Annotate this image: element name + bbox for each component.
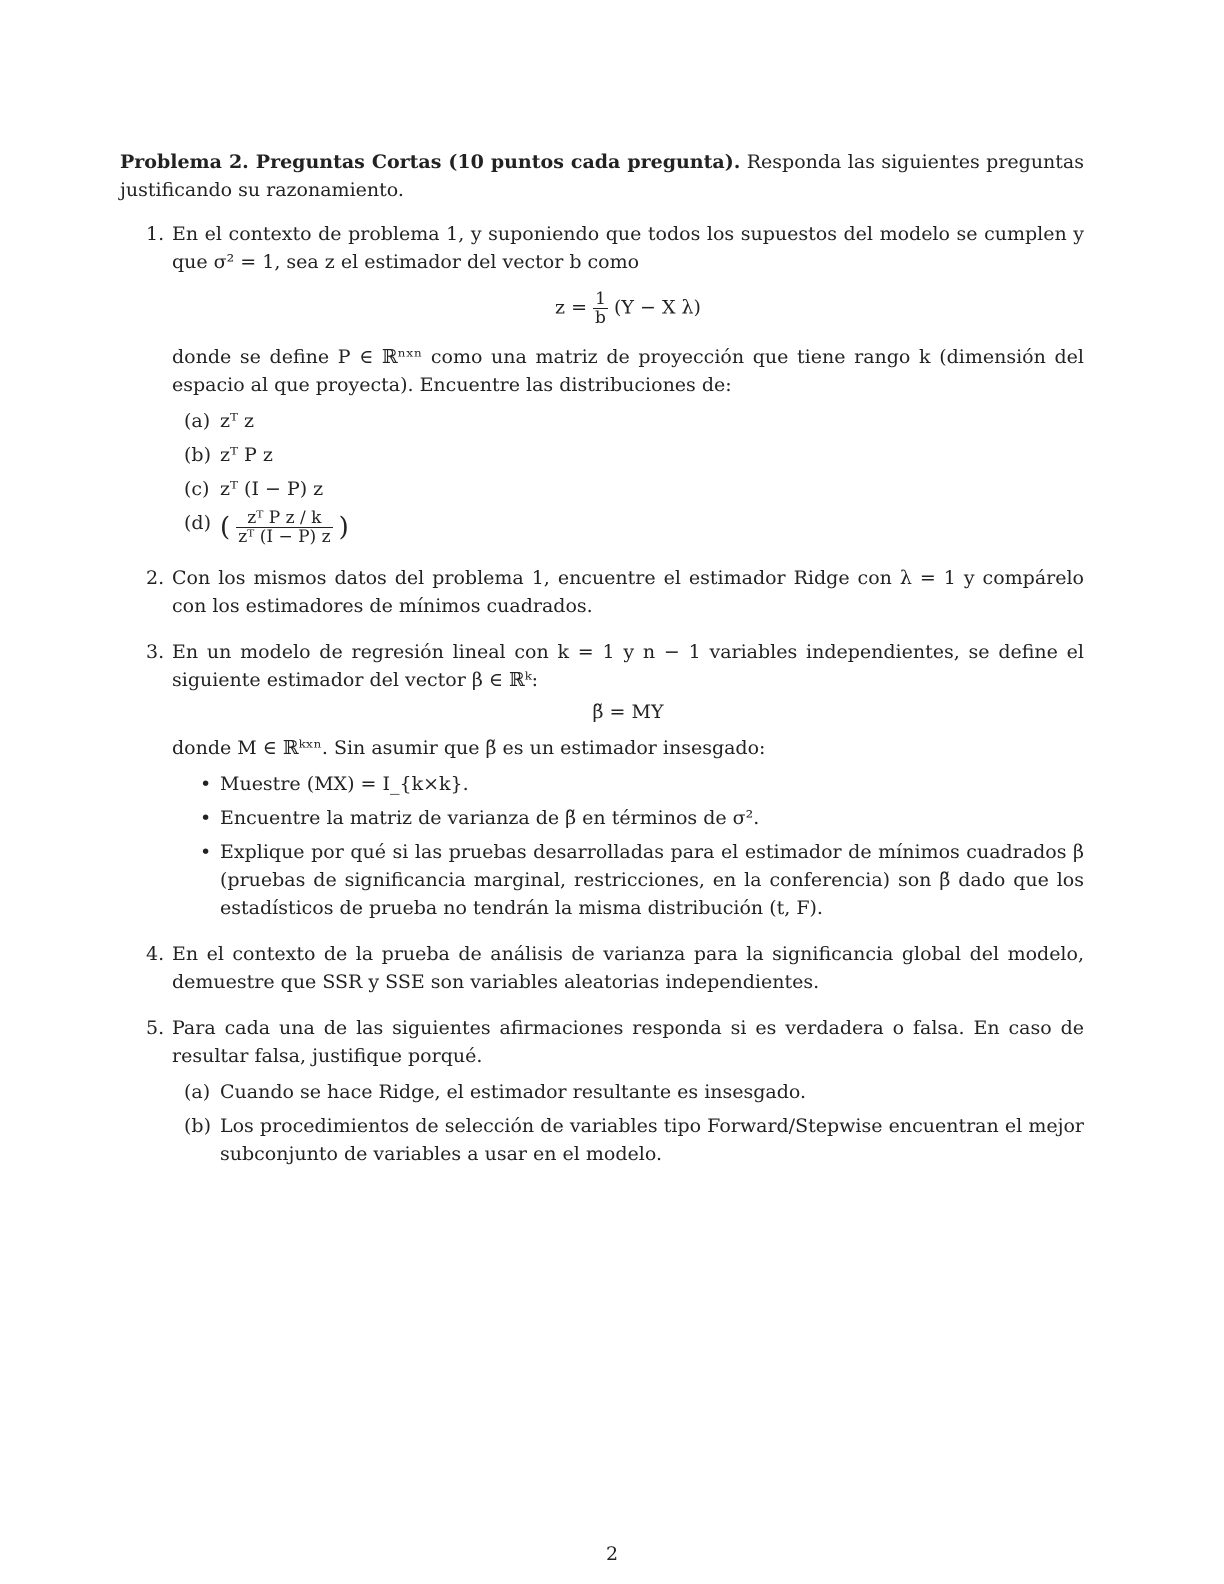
subitem: (a) zᵀ z	[184, 410, 255, 432]
subitem: (d) ( $\frac{\text{zᵀ P z / k}}{\text{zᵀ (I − P) z}}$ )	[184, 508, 349, 547]
equation-fraction: $\frac{1}{b}$	[595, 289, 606, 328]
question-list	[120, 220, 1084, 1168]
subitem: (b) zᵀ P z	[184, 444, 273, 466]
subitem: (c) zᵀ (I − P) z	[184, 478, 324, 500]
question-1-after: donde se define P ∈ ℝⁿˣⁿ como una matriz de proyección que tiene rango k (dimensión del espacio al que proyecta). Encuentre las distribuciones de:	[172, 346, 1084, 396]
question-3-equation: β̃ = MY	[592, 701, 664, 723]
subitem-fraction: $\frac{\text{zᵀ P z / k}}{\text{zᵀ (I − P) z}}$	[238, 508, 331, 547]
question-number: 2.	[146, 567, 165, 589]
question-1-equation: z = $\frac{1}{b}$ (Y − X λ)	[555, 289, 701, 328]
question-number: 5.	[146, 1017, 165, 1039]
subitem: (a) Cuando se hace Ridge, el estimador resultante es insesgado.	[184, 1081, 807, 1103]
question-1-subitems	[176, 407, 1084, 546]
bullet-item: • Encuentre la matriz de varianza de β̃ en términos de σ².	[198, 804, 1084, 832]
question-1-intro: En el contexto de problema 1, y suponiendo que todos los supuestos del modelo se cumplen y que σ² = 1, sea z el estimador del vector b como	[172, 223, 1084, 273]
bullet-item: • Explique por qué si las pruebas desarrolladas para el estimador de mínimos cuadrados β (pruebas de significancia marginal, restricciones, en la conferencia) son β̃ dado que los estadísticos de prueba no tendrán la misma distribución (t, F).	[198, 838, 1084, 922]
question-2-text: Con los mismos datos del problema 1, encuentre el estimador Ridge con λ = 1 y compárelo con los estimadores de mínimos cuadrados.	[172, 567, 1084, 617]
problem-heading	[120, 148, 1084, 204]
question-4-text: En el contexto de la prueba de análisis de varianza para la significancia global del modelo, demuestre que SSR y SSE son variables aleatorias independientes.	[172, 943, 1084, 993]
problem-instructions: Responda las siguientes preguntas justificando su razonamiento.	[120, 151, 1085, 201]
question-3	[120, 638, 1084, 922]
subitem: (b) Los procedimientos de selección de variables tipo Forward/Stepwise encuentran el mejor subconjunto de variables a usar en el modelo.	[184, 1115, 1084, 1165]
question-4	[120, 940, 1084, 996]
question-number: 3.	[146, 641, 165, 663]
question-3-intro: En un modelo de regresión lineal con k = 1 y n − 1 variables independientes, se define el siguiente estimador del vector β ∈ ℝᵏ:	[172, 641, 1084, 691]
problem-title: Problema 2. Preguntas Cortas (10 puntos cada pregunta).	[120, 151, 741, 173]
question-3-bullets	[198, 770, 1084, 922]
question-number: 1.	[146, 223, 165, 245]
question-5	[120, 1014, 1084, 1168]
question-5-intro: Para cada una de las siguientes afirmaciones responda si es verdadera o falsa. En caso de resultar falsa, justifique porqué.	[172, 1017, 1084, 1067]
question-2	[120, 564, 1084, 620]
bullet-item: • Muestre (MX) = I_{k×k}.	[198, 770, 1084, 798]
question-3-after: donde M ∈ ℝᵏˣⁿ. Sin asumir que β̃ es un estimador insesgado:	[172, 737, 766, 759]
page-number: 2	[605, 1543, 619, 1565]
question-5-subitems	[176, 1078, 1084, 1168]
question-number: 4.	[146, 943, 165, 965]
document-body	[120, 148, 1084, 1186]
question-1	[120, 220, 1084, 546]
